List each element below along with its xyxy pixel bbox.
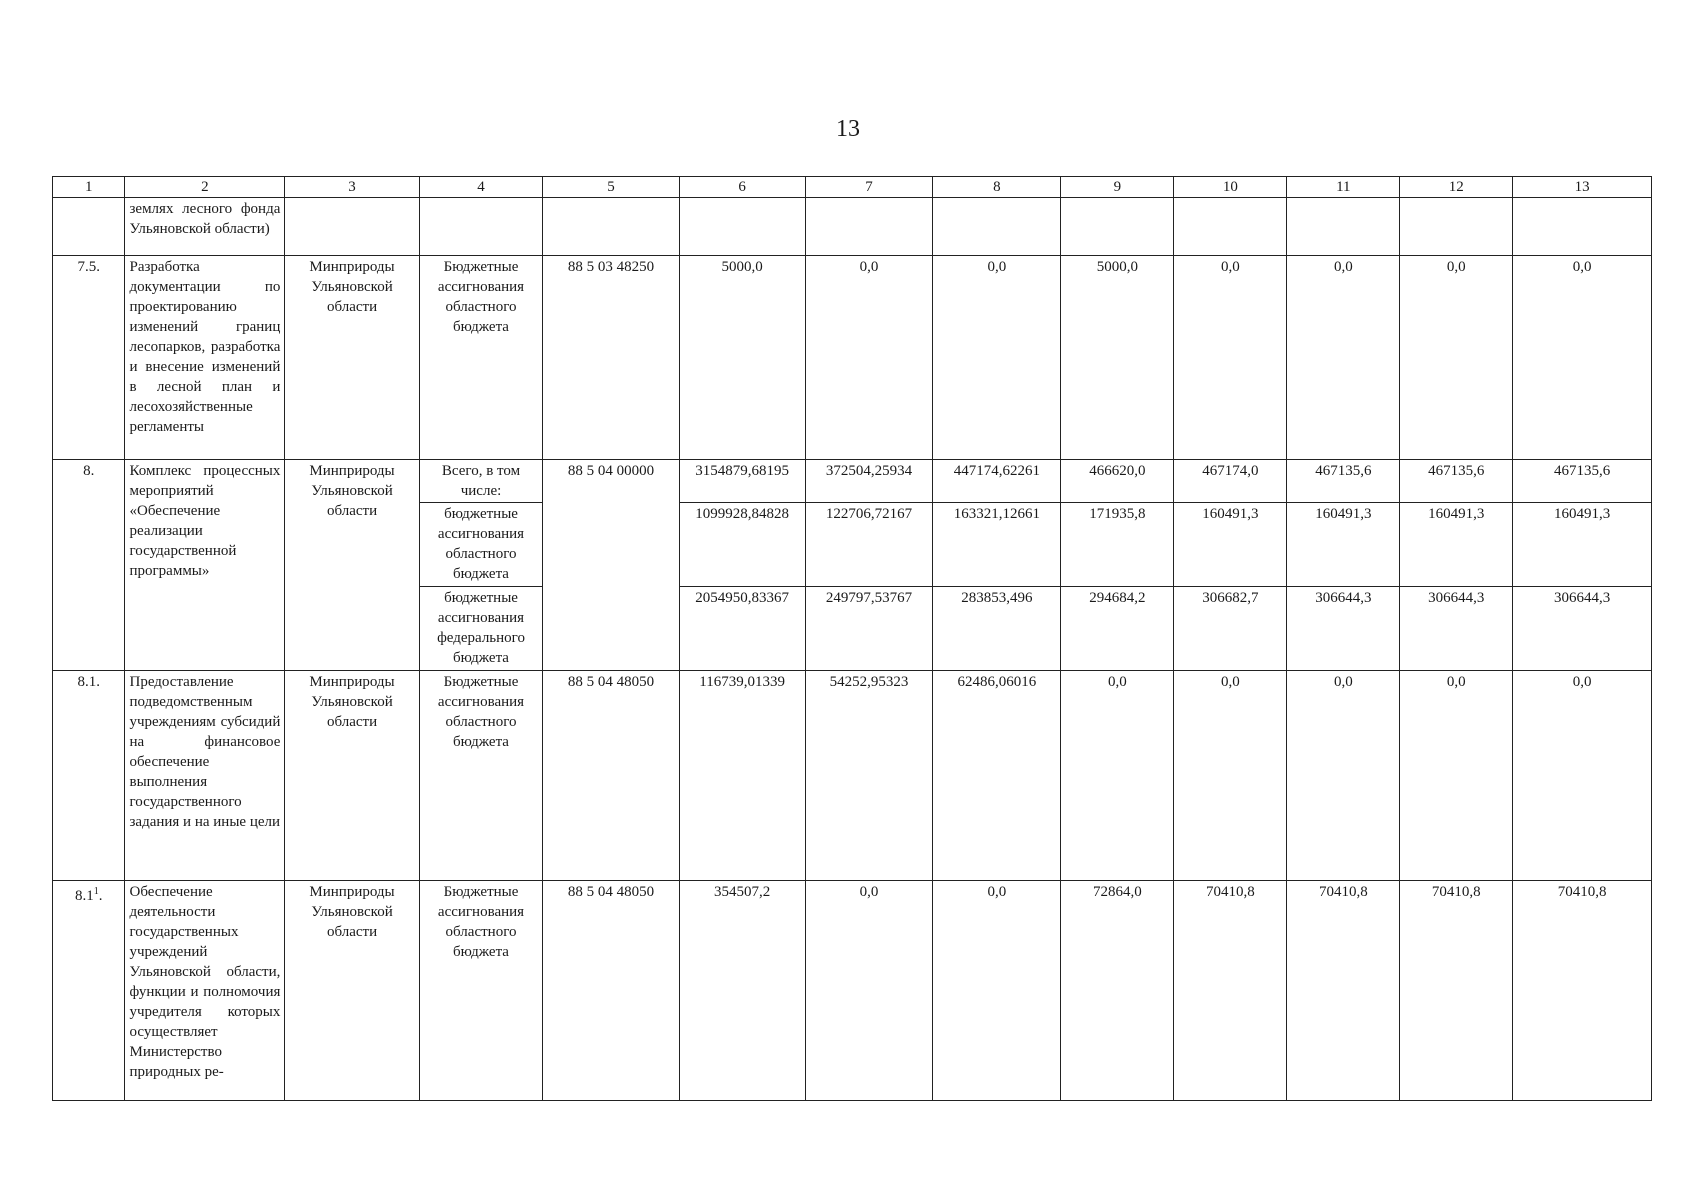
row-executor: Минприроды Ульяновской области bbox=[285, 671, 419, 881]
col-header: 13 bbox=[1513, 177, 1652, 198]
value-cell: 0,0 bbox=[805, 881, 933, 1101]
value-cell: 163321,12661 bbox=[933, 503, 1061, 587]
row-code: 88 5 04 48050 bbox=[543, 881, 679, 1101]
value-cell: 0,0 bbox=[1400, 256, 1513, 460]
value-cell: 467135,6 bbox=[1513, 460, 1652, 503]
value-cell: 171935,8 bbox=[1061, 503, 1174, 587]
row-id: 8. bbox=[53, 460, 125, 671]
value-cell: 306644,3 bbox=[1287, 587, 1400, 671]
value-cell: 0,0 bbox=[1513, 671, 1652, 881]
value-cell: 294684,2 bbox=[1061, 587, 1174, 671]
value-cell: 447174,62261 bbox=[933, 460, 1061, 503]
row-executor bbox=[285, 198, 419, 256]
row-code: 88 5 04 48050 bbox=[543, 671, 679, 881]
value-cell: 0,0 bbox=[1287, 671, 1400, 881]
value-cell: 70410,8 bbox=[1174, 881, 1287, 1101]
table-row bbox=[53, 671, 1652, 881]
row-source: Бюджетные ассигнования областного бюджета bbox=[419, 671, 543, 881]
value-cell: 160491,3 bbox=[1400, 503, 1513, 587]
value-cell: 5000,0 bbox=[679, 256, 805, 460]
value-cell: 306644,3 bbox=[1513, 587, 1652, 671]
row-executor: Минприроды Ульяновской области bbox=[285, 256, 419, 460]
row-name: землях лесного фонда Ульяновской области) bbox=[125, 198, 285, 256]
row-id bbox=[53, 198, 125, 256]
value-cell: 2054950,83367 bbox=[679, 587, 805, 671]
value-cell bbox=[805, 198, 933, 256]
value-cell: 0,0 bbox=[1174, 671, 1287, 881]
col-header: 6 bbox=[679, 177, 805, 198]
value-cell: 467135,6 bbox=[1287, 460, 1400, 503]
col-header: 8 bbox=[933, 177, 1061, 198]
row-id bbox=[53, 881, 125, 1101]
value-cell: 0,0 bbox=[933, 881, 1061, 1101]
row-code: 88 5 04 00000 bbox=[543, 460, 679, 671]
row-source: Всего, в том числе: bbox=[419, 460, 543, 503]
value-cell: 160491,3 bbox=[1287, 503, 1400, 587]
col-header: 2 bbox=[125, 177, 285, 198]
value-cell bbox=[1174, 198, 1287, 256]
row-name: Предоставление подведомственным учреждениям субсидий на финансовое обеспечение выполнения государственного задания и на иные цели bbox=[125, 671, 285, 881]
row-source: бюджетные ассигнования областного бюджета bbox=[419, 503, 543, 587]
value-cell bbox=[1513, 198, 1652, 256]
value-cell: 160491,3 bbox=[1513, 503, 1652, 587]
value-cell: 70410,8 bbox=[1513, 881, 1652, 1101]
row-code bbox=[543, 198, 679, 256]
value-cell: 0,0 bbox=[805, 256, 933, 460]
col-header: 11 bbox=[1287, 177, 1400, 198]
value-cell: 0,0 bbox=[933, 256, 1061, 460]
row-executor: Минприроды Ульяновской области bbox=[285, 460, 419, 671]
value-cell: 54252,95323 bbox=[805, 671, 933, 881]
value-cell: 70410,8 bbox=[1287, 881, 1400, 1101]
page-number: 13 bbox=[836, 116, 860, 142]
row-executor: Минприроды Ульяновской области bbox=[285, 881, 419, 1101]
row-name: Разработка документации по проектированию изменений границ лесопарков, разработка и внесение изменений в лесной план и лесохозяйственные регламенты bbox=[125, 256, 285, 460]
value-cell: 283853,496 bbox=[933, 587, 1061, 671]
value-cell: 0,0 bbox=[1400, 671, 1513, 881]
value-cell: 160491,3 bbox=[1174, 503, 1287, 587]
col-header: 9 bbox=[1061, 177, 1174, 198]
value-cell: 70410,8 bbox=[1400, 881, 1513, 1101]
budget-table bbox=[52, 176, 1652, 1101]
row-source bbox=[419, 198, 543, 256]
value-cell: 0,0 bbox=[1513, 256, 1652, 460]
value-cell bbox=[1400, 198, 1513, 256]
row-name: Обеспечение деятельности государственных учреждений Ульяновской области, функции и полномочия учредителя которых осуществляет Министерство природных ре- bbox=[125, 881, 285, 1101]
row-id-suffix: . bbox=[98, 888, 103, 904]
value-cell: 122706,72167 bbox=[805, 503, 933, 587]
value-cell: 1099928,84828 bbox=[679, 503, 805, 587]
value-cell: 467174,0 bbox=[1174, 460, 1287, 503]
value-cell bbox=[1061, 198, 1174, 256]
value-cell: 467135,6 bbox=[1400, 460, 1513, 503]
value-cell: 3154879,68195 bbox=[679, 460, 805, 503]
row-source: Бюджетные ассигнования областного бюджета bbox=[419, 256, 543, 460]
table-row bbox=[53, 881, 1652, 1101]
value-cell bbox=[933, 198, 1061, 256]
value-cell: 306644,3 bbox=[1400, 587, 1513, 671]
value-cell: 0,0 bbox=[1174, 256, 1287, 460]
col-header: 3 bbox=[285, 177, 419, 198]
row-id: 7.5. bbox=[53, 256, 125, 460]
row-source: Бюджетные ассигнования областного бюджета bbox=[419, 881, 543, 1101]
table-row bbox=[53, 460, 1652, 503]
table-row bbox=[53, 198, 1652, 256]
row-id-superscript: 1 bbox=[93, 886, 99, 897]
header-row bbox=[53, 177, 1652, 198]
col-header: 12 bbox=[1400, 177, 1513, 198]
value-cell: 72864,0 bbox=[1061, 881, 1174, 1101]
col-header: 5 bbox=[543, 177, 679, 198]
row-source: бюджетные ассигнования федерального бюджета bbox=[419, 587, 543, 671]
value-cell: 0,0 bbox=[1287, 256, 1400, 460]
col-header: 7 bbox=[805, 177, 933, 198]
value-cell: 0,0 bbox=[1061, 671, 1174, 881]
value-cell: 372504,25934 bbox=[805, 460, 933, 503]
value-cell: 466620,0 bbox=[1061, 460, 1174, 503]
value-cell bbox=[679, 198, 805, 256]
row-id: 8.1. bbox=[53, 671, 125, 881]
value-cell: 306682,7 bbox=[1174, 587, 1287, 671]
col-header: 1 bbox=[53, 177, 125, 198]
value-cell bbox=[1287, 198, 1400, 256]
value-cell: 116739,01339 bbox=[679, 671, 805, 881]
row-id-text: 8.1 bbox=[74, 888, 94, 904]
value-cell: 354507,2 bbox=[679, 881, 805, 1101]
table-row bbox=[53, 256, 1652, 460]
row-name: Комплекс процессных мероприятий «Обеспечение реализации государственной программы» bbox=[125, 460, 285, 671]
col-header: 10 bbox=[1174, 177, 1287, 198]
value-cell: 62486,06016 bbox=[933, 671, 1061, 881]
value-cell: 5000,0 bbox=[1061, 256, 1174, 460]
col-header: 4 bbox=[419, 177, 543, 198]
row-code: 88 5 03 48250 bbox=[543, 256, 679, 460]
value-cell: 249797,53767 bbox=[805, 587, 933, 671]
